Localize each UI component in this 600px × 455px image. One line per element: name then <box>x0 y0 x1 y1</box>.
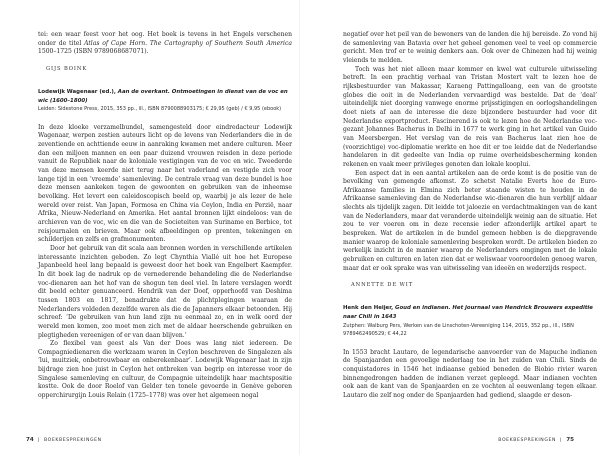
bib-book-subtitle: Het journaal van Hendrick Brouwers expeditie naar Chili in 1643 <box>343 305 593 320</box>
body-paragraph: Een aspect dat in een aantal artikelen aan de orde komt is de positie van de bevolking van gemengde afkomst. Zo schetst Natalie Everts hoe de Euro-Afrikaanse families in Elmina zich beter staande wisten te houden in de Afrikaanse samenleving dan de Nederlandse wic-dienaren die hun verblijf aldaar slechts als tijdelijk zagen. Dit leidde tot jaloezie en verdachtmakingen van de kant van de Nederlanders, maar dat veranderde uiteindelijk weinig aan de situatie. Het zou te ver voeren om in deze recensie ieder afzonderlijk artikel apart te bespreken. Wat de artikelen in de bundel gemeen hebben is de diepgravende manier waarop de koloniale samenleving besproken wordt. De artikelen bieden zo werkelijk inzicht in de manier waarop de Nederlanders omgingen met de lokale gebruiken en culturen en laten zien dat er weliswaar vooroordelen genoeg waren, maar dat er ook sprake was van uitwisseling van ideeën en wederzijds respect. <box>343 169 598 272</box>
intro-paragraph <box>38 31 292 57</box>
bib-book-title: Goud en indianen. <box>395 305 451 312</box>
review-paragraph: Door het gebruik van dit scala aan bronnen worden in verschillende artikelen interessante inzichten geboden. Zo legt Chynthia Viallé uit hoe het Europese Japanbeeld heel lang bepaald is geweest door het boek van Engelbert Kaempfer. In dit boek lag de nadruk op de vernederende behandeling die de Nederlandse voc-dienaren aan het hof van de shogun ten deel viel. In latere verslagen wordt dit beeld echter genuanceerd. Hendrik van der Doef, opperhoofd van Deshima tussen 1803 en 1817, benadrukte dat de plichtplegingen waaraan de Nederlanders voldeden dezelfde waren als die de Japanners elkaar betoonden. Hij schreef: ‘De gebruiken van hun land zijn nu eenmaal zo, en in welk oord der wereld men komen, zoo moet men zich met de aldaar heerschende gebruiken en plegtigheden vereenigen of er van daan blijven.’ <box>38 244 292 339</box>
review-paragraph: In deze kloeke verzamelbundel, samengesteld door eindredacteur Lodewijk Wagenaar, werpen zestien auteurs licht op de levens van Nederlanders die in de zeventiende en achttiende eeuw in aanraking kwamen met andere culturen. Meer dan een miljoen mannen en een paar duizend vrouwen reisden in deze periode vanuit de Republiek naar de koloniale vestigingen van de voc en wic. Tweederde van deze mensen keerde niet terug naar het vaderland en vestigde zich voor lange tijd in een ‘vreemde’ samenleving. De centrale vraag van deze bundel is hoe deze mensen aankeken tegen de gewoonten en gebruiken van de inheemse bevolking. Het levert een caleidoscopisch beeld op, waarbij je als lezer de hele wereld over reist. Van Japan, Formosa en China via Ceylon, India en Perzië, naar Afrika, Nieuw-Nederland en Amerika. Het aantal bronnen lijkt eindeloos: van de archieven van de voc, wic en die van de Societeiten van Suriname en Berbice, tot reisjournalen en brieven. Maar ook afbeeldingen op prenten, tekeningen en schilderijen en zelfs en grafmonumenten. <box>38 123 292 244</box>
review-paragraph: Zo flexibel van geest als Van der Does was lang niet iedereen. De Compagniedienaren die werkzaam waren in Ceylon beschreven de Singalezen als ‘lui, muitziek, onbetrouwbaar en onberekenbaar’. Lodewijk Wagenaar laat in zijn bijdrage zien hoe juist in Ceylon het ontbreken van begrip en interesse voor de Singalese samenleving en cultuur, de Compagnie uiteindelijk haar machtspositie kostte. Ook de door Roelof van Gelder ten tonele gevoerde in Genève geboren opperchirurgijn Louis Relain (1725–1778) was over het algemeen nogal <box>38 340 292 400</box>
right-text-column <box>343 31 597 401</box>
bib-book-title: Aan de overkant. Ontmoetingen in dienst van de voc en wic (1600–1800) <box>38 88 288 104</box>
footer-divider: | <box>560 438 563 443</box>
review-body <box>343 349 597 401</box>
review-header <box>38 88 292 114</box>
right-page <box>300 0 600 455</box>
intro-text: tei: een waar feest voor het oog. Het boek is tevens in het Engels verschenen onder de titel <box>38 31 292 47</box>
review-header <box>343 304 597 338</box>
bib-meta: Zutphen: Walburg Pers, Werken van de Linschoten-Vereeniging 114, 2015, 352 pp., ill., ISBN 9789462490529; € 44,22 <box>343 322 574 338</box>
review-body <box>38 124 292 401</box>
running-head: BOEKBESPREKINGEN <box>43 438 102 443</box>
page-number: 75 <box>566 437 574 443</box>
intro-italic-title: Atlas of Cape Horn. The Cartography of Southern South America <box>84 39 292 47</box>
review-paragraph: In 1553 bracht Lautaro, de legendarische aanvoerder van de Mapuche indianen de Spanjaarden een gevoelige nederlaag toe in het zuiden van Chili. Sinds de conquistadores in 1546 het indiaanse gebied beneden de Biobio rivier waren binnengedrongen hadden de indianen verzet gepleegd. Maar indianen vochten ook aan de kant van de Spanjaarden en ze vochten al eeuwenlang tegen elkaar. Lautaro die zelf nog onder de Spanjaarden had gediend, slaagde er deson- <box>343 348 597 400</box>
reviewer-signature: ANNETTE DE WIT <box>351 282 414 289</box>
bib-author: Lodewijk Wagenaar (ed.), <box>38 88 116 95</box>
left-text-column <box>38 31 292 401</box>
reviewer-signature: GIJS BOINK <box>46 65 88 72</box>
bib-meta: Leiden: Sidestone Press, 2015, 353 pp., ill., ISBN 8790088903175; € 29,95 (geb) / € 9,95 (ebook) <box>38 106 282 113</box>
left-footer <box>26 437 102 443</box>
bib-title <box>38 88 292 105</box>
body-paragraph: Toch was het niet alleen maar kommer en kwel wat culturele uitwisseling betreft. In een prachtig verhaal van Tristan Mostert valt te lezen hoe de rijksbestuurder van Makassar, Karaeng Pattingalloang, een van de grootste globes die ooit in de Nederlanden vervaardigd was bestelde. Dat de ‘deal’ uiteindelijk niet doorging vanwege enorme prijsstigingen en oorlogshandelingen doet niets af aan de interesse die deze bijzondere bestuurder had voor dit Nederlandse exportproduct. Fascinerend is ook te lezen hoe de Nederlandse voc-gezant Johannes Bacherus in Delhi in 1677 te werk ging in het artikel van Guido van Meersbergen. Het verslag van de reis van Bacherus laat zien hoe de (voorzichtige) voc-diplomatie werkte en hoe dit er toe leidde dat de Nederlandse handelaren in dit gedeelte van India op ruime overheidsbescherming konden rekenen en vaak meer privileges genoten dan lokale kooplui. <box>343 65 597 168</box>
bib-author: Henk den Heijer, <box>343 305 394 312</box>
bib-title <box>343 304 597 321</box>
footer-divider: | <box>37 438 40 443</box>
running-head: BOEKBESPREKINGEN <box>498 438 557 443</box>
intro-isbn: 1500–1725 (ISBN 9789068687071). <box>38 48 149 56</box>
right-footer <box>498 437 574 443</box>
page-number: 74 <box>26 437 34 443</box>
body-paragraph: negatief over het peil van de bewoners van de landen die hij bereisde. Zo vond hij de samenleving van Batavia over het geheel genomen veel te veel op commercie gericht. Men trof er te weinig denkers aan. Ook over de Chinezen had hij weinig vleiends te melden. <box>343 31 597 64</box>
